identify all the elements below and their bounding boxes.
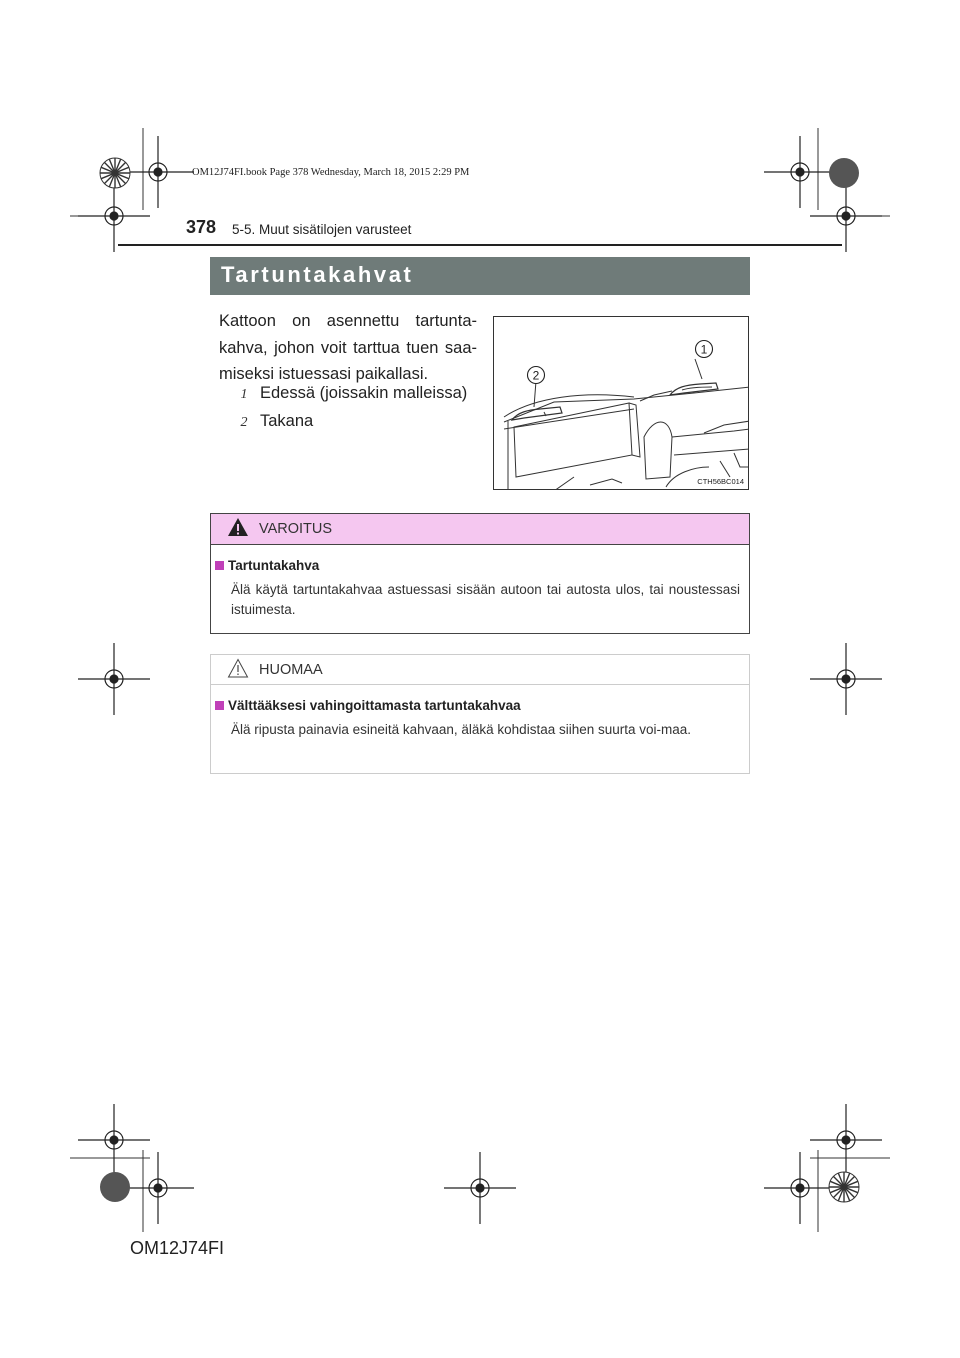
grab-handle-illustration: [493, 316, 749, 490]
notice-text: Älä ripusta painavia esineitä kahvaan, äläkä kohdistaa siihen suurta voi-maa.: [231, 722, 692, 737]
intro-paragraph: Kattoon on asennettu tartunta-kahva, johon voit tarttua tuen saa-miseksi istuessasi paikallasi.: [219, 312, 477, 383]
bullet-square-icon: [215, 561, 224, 570]
warning-heading-text: Tartuntakahva: [228, 558, 320, 573]
callout-1: 1: [700, 342, 708, 357]
header-rule: [118, 244, 842, 246]
notice-heading: [215, 698, 521, 713]
notice-box: [210, 654, 750, 774]
callout-2: 2: [532, 368, 540, 383]
list-item: [238, 384, 467, 403]
page-title: Tartuntakahvat: [221, 262, 414, 287]
section-title: 5-5. Muut sisätilojen varusteet: [232, 222, 412, 237]
page-number: 378: [186, 217, 217, 237]
item-number: 2: [240, 415, 248, 430]
notice-heading-text: Välttääksesi vahingoittamasta tartuntakahvaa: [228, 698, 521, 713]
warning-box: [210, 513, 750, 634]
warning-heading: [215, 558, 319, 573]
document-code: OM12J74FI: [130, 1238, 225, 1258]
title-bar: [210, 257, 750, 295]
warning-header: [211, 514, 749, 545]
item-number: 1: [240, 387, 248, 402]
list-item: [238, 412, 313, 431]
bullet-square-icon: [215, 701, 224, 710]
caution-outline-icon: [227, 658, 249, 678]
warning-label: VAROITUS: [259, 521, 333, 537]
book-info-line: OM12J74FI.book Page 378 Wednesday, March 18, 2015 2:29 PM: [192, 167, 470, 178]
item-text: Edessä (joissakin malleissa): [260, 384, 468, 402]
warning-text: Älä käytä tartuntakahvaa astuessasi sisään autoon tai autosta ulos, tai noustessasi istuimesta.: [231, 582, 740, 617]
notice-label: HUOMAA: [259, 662, 323, 678]
car-interior-drawing: [494, 317, 749, 490]
notice-header: [211, 655, 749, 685]
figure-code: CTH56BC014: [697, 477, 744, 486]
warning-triangle-icon: [227, 517, 249, 537]
item-text: Takana: [260, 412, 314, 430]
